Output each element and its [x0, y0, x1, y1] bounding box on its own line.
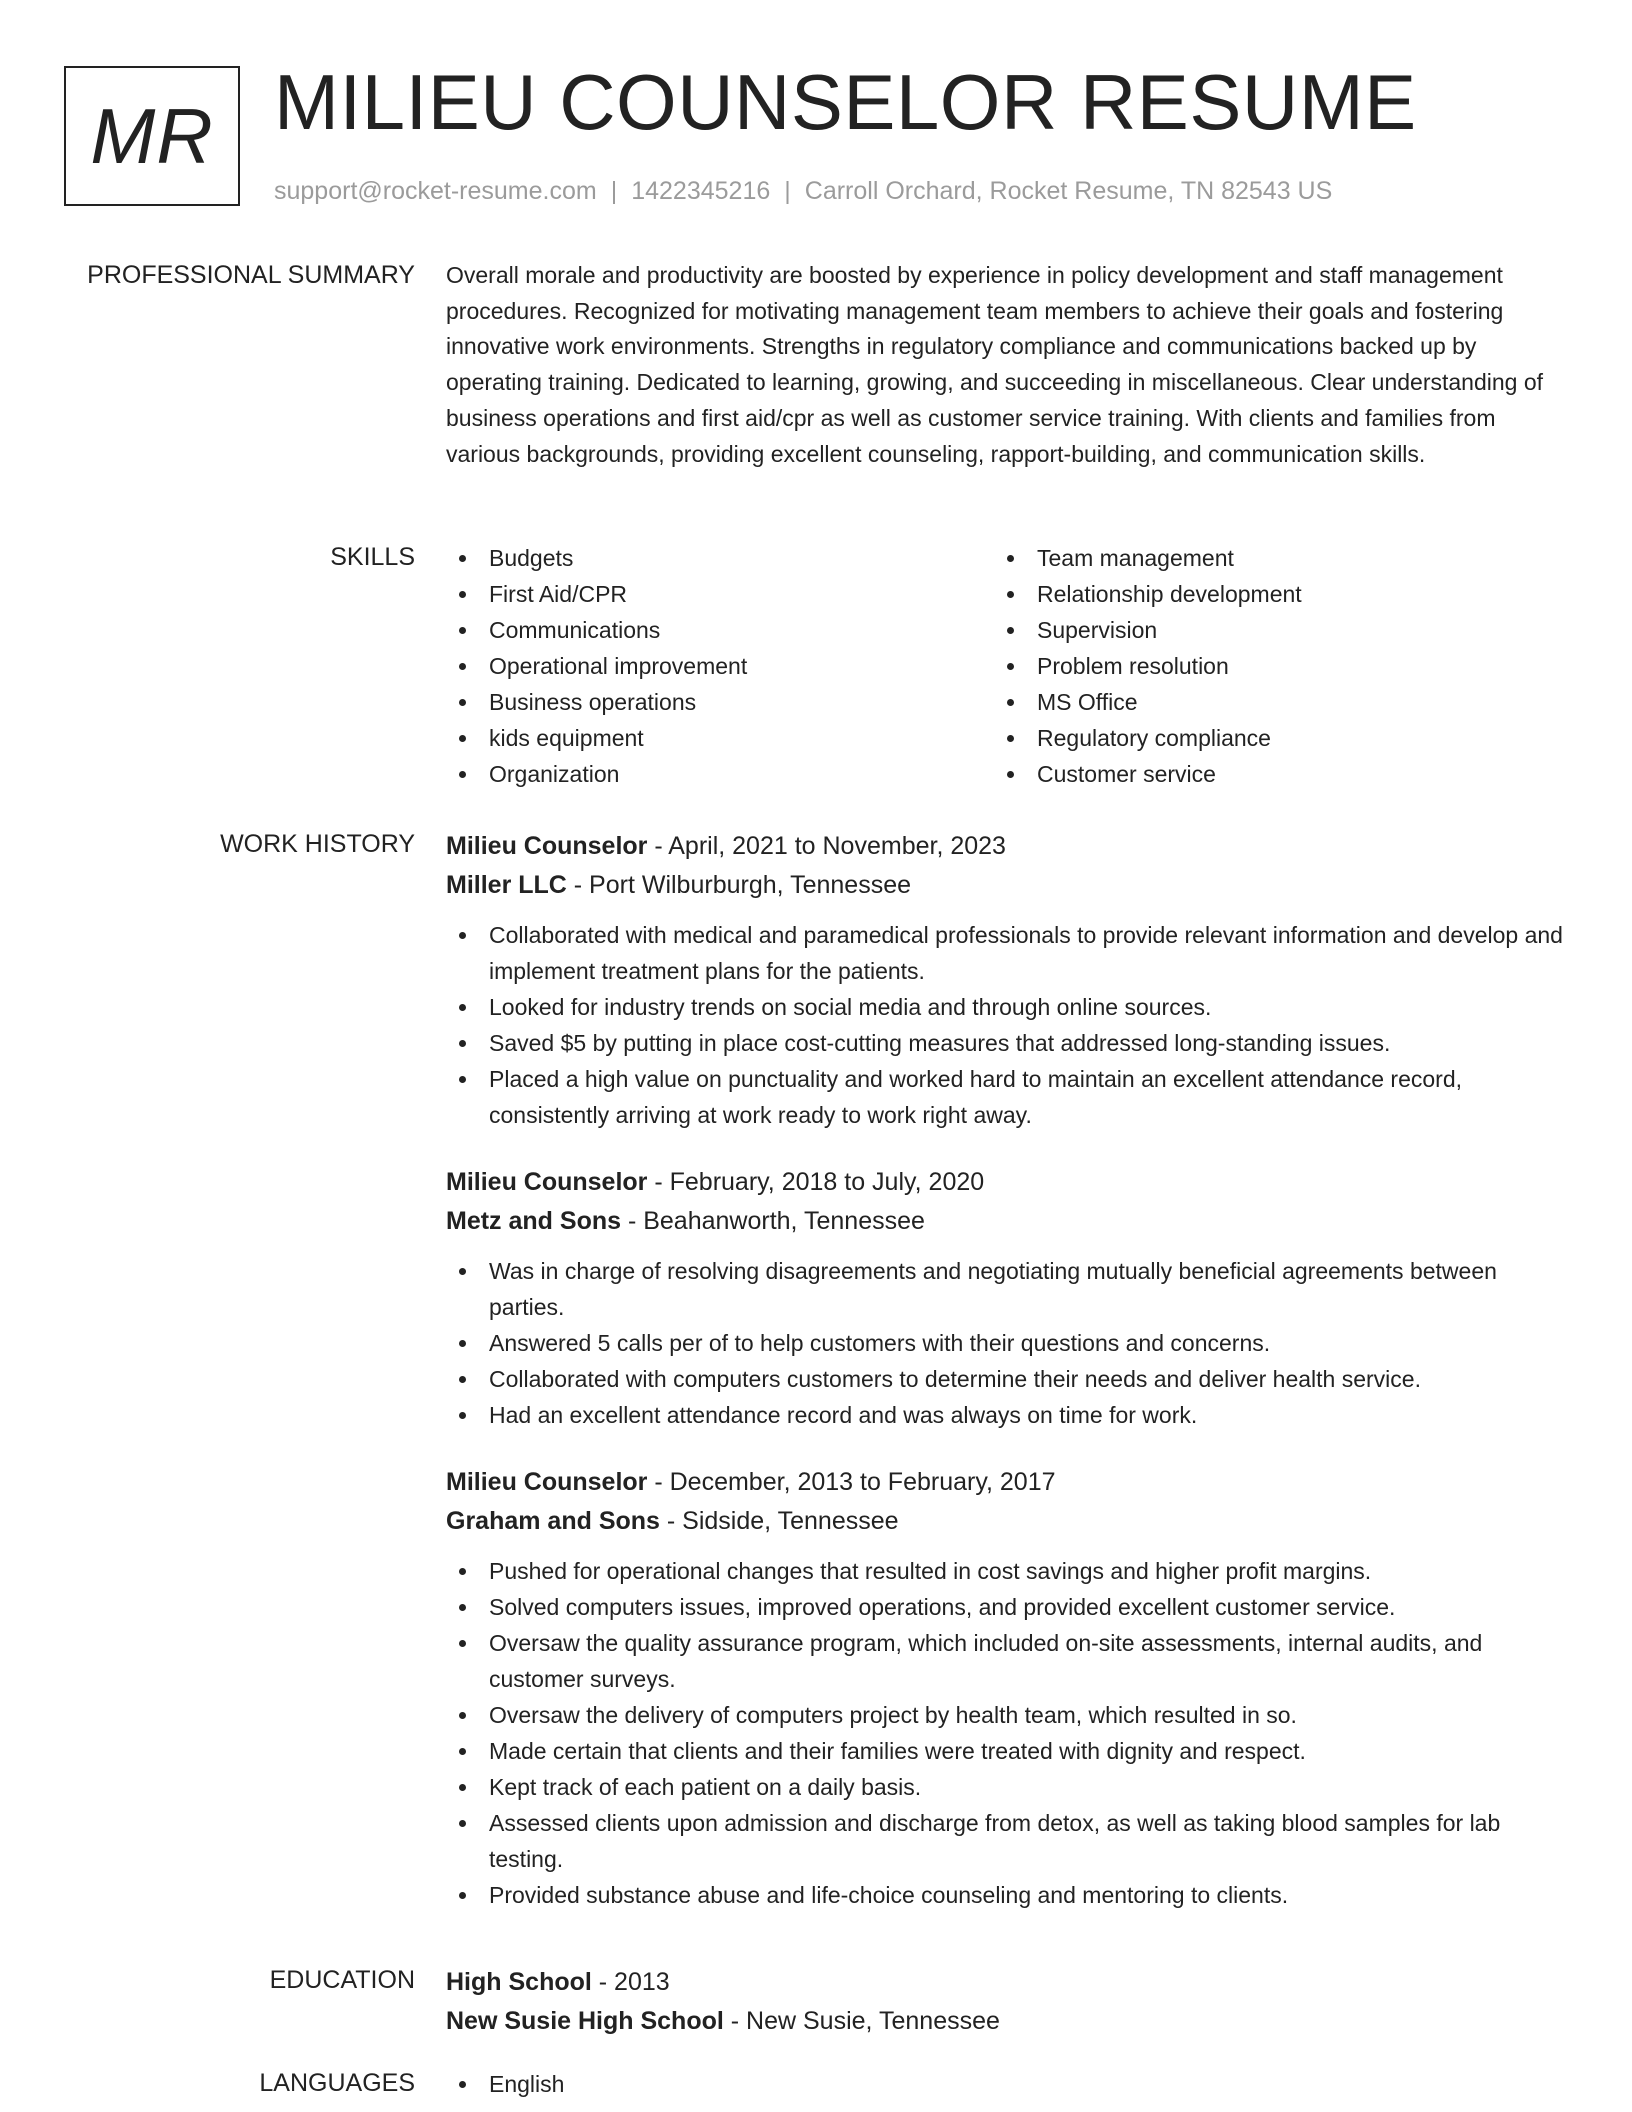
- job-company: Metz and Sons: [446, 1207, 622, 1235]
- job-dates: - December, 2013 to February, 2017: [647, 1468, 1056, 1496]
- skills-left-column: [446, 540, 994, 792]
- job-company: Graham and Sons: [446, 1507, 660, 1535]
- language-item: English: [446, 2066, 1566, 2102]
- job-title-line: [446, 1163, 1566, 1202]
- job-company: Miller LLC: [446, 871, 567, 899]
- education-body: [446, 1963, 1566, 2041]
- skill-item: Budgets: [446, 540, 994, 576]
- summary-label: PROFESSIONAL SUMMARY: [87, 261, 415, 289]
- job-title: Milieu Counselor: [446, 832, 648, 860]
- job-bullet: Pushed for operational changes that resulted in cost savings and higher profit margins.: [446, 1553, 1566, 1589]
- job-bullet: Had an excellent attendance record and was always on time for work.: [446, 1397, 1566, 1433]
- job-company-line: [446, 866, 1566, 905]
- skill-item: Customer service: [994, 756, 1542, 792]
- skill-item: Relationship development: [994, 576, 1542, 612]
- education-degree-line: [446, 1963, 1566, 2002]
- education-school: New Susie High School: [446, 2007, 724, 2035]
- contact-line: [274, 174, 1332, 208]
- job-bullets: [446, 1253, 1566, 1433]
- education-location: - New Susie, Tennessee: [723, 2007, 1000, 2035]
- job-bullet: Saved $5 by putting in place cost-cutting measures that addressed long-standing issues.: [446, 1025, 1566, 1061]
- job-bullet: Answered 5 calls per of to help customers with their questions and concerns.: [446, 1325, 1566, 1361]
- job-dates: - April, 2021 to November, 2023: [647, 832, 1006, 860]
- monogram-logo: MR: [64, 66, 240, 206]
- skill-item: Communications: [446, 612, 994, 648]
- skill-item: Supervision: [994, 612, 1542, 648]
- job-bullet: Solved computers issues, improved operations, and provided excellent customer service.: [446, 1589, 1566, 1625]
- job-bullet: Looked for industry trends on social media and through online sources.: [446, 989, 1566, 1025]
- skill-item: Regulatory compliance: [994, 720, 1542, 756]
- job-bullet: Collaborated with computers customers to determine their needs and deliver health service.: [446, 1361, 1566, 1397]
- job-bullets: [446, 917, 1566, 1133]
- job-bullet: Provided substance abuse and life-choice counseling and mentoring to clients.: [446, 1877, 1566, 1913]
- job-entry: [446, 1463, 1566, 1913]
- education-label: EDUCATION: [269, 1966, 415, 1994]
- job-location: - Beahanworth, Tennessee: [621, 1207, 925, 1235]
- job-company-line: [446, 1202, 1566, 1241]
- job-bullet: Assessed clients upon admission and discharge from detox, as well as taking blood samples for lab testing.: [446, 1805, 1566, 1877]
- contact-email: support@rocket-resume.com: [274, 177, 597, 205]
- job-dates: - February, 2018 to July, 2020: [647, 1168, 985, 1196]
- education-year: - 2013: [591, 1968, 670, 1996]
- job-bullet: Was in charge of resolving disagreements and negotiating mutually beneficial agreements between parties.: [446, 1253, 1566, 1325]
- job-title: Milieu Counselor: [446, 1168, 648, 1196]
- job-bullet: Placed a high value on punctuality and worked hard to maintain an excellent attendance record, consistently arriving at work ready to work right away.: [446, 1061, 1566, 1133]
- skill-item: Operational improvement: [446, 648, 994, 684]
- languages-list: [446, 2066, 1566, 2102]
- job-title-line: [446, 1463, 1566, 1502]
- job-bullet: Made certain that clients and their families were treated with dignity and respect.: [446, 1733, 1566, 1769]
- contact-separator: |: [610, 177, 618, 205]
- skills-body: [446, 540, 1566, 792]
- job-location: - Port Wilburburgh, Tennessee: [566, 871, 911, 899]
- job-title: Milieu Counselor: [446, 1468, 648, 1496]
- education-degree: High School: [446, 1968, 592, 1996]
- summary-text: Overall morale and productivity are boosted by experience in policy development and staff management procedures. Recognized for motivating management team members to achieve their goals and fostering innovative work environments. Strengths in regulatory compliance and communications backed up by operating training. Dedicated to learning, growing, and succeeding in miscellaneous. Clear understanding of business operations and first aid/cpr as well as customer service training. With clients and families from various backgrounds, providing excellent counseling, rapport-building, and communication skills.: [446, 262, 1544, 467]
- contact-separator: |: [784, 177, 791, 205]
- skill-item: Business operations: [446, 684, 994, 720]
- skills-right-column: [994, 540, 1542, 792]
- work-history-body: [446, 827, 1566, 1943]
- job-bullet: Oversaw the quality assurance program, which included on-site assessments, internal audits, and customer surveys.: [446, 1625, 1566, 1697]
- job-entry: [446, 827, 1566, 1133]
- skill-item: MS Office: [994, 684, 1542, 720]
- languages-body: [446, 2066, 1566, 2102]
- job-entry: [446, 1163, 1566, 1433]
- job-title-line: [446, 827, 1566, 866]
- summary-body: [446, 258, 1566, 472]
- job-bullet: Oversaw the delivery of computers project by health team, which resulted in so.: [446, 1697, 1566, 1733]
- job-company-line: [446, 1502, 1566, 1541]
- job-bullet: Kept track of each patient on a daily basis.: [446, 1769, 1566, 1805]
- languages-label: LANGUAGES: [259, 2069, 415, 2097]
- skill-item: First Aid/CPR: [446, 576, 994, 612]
- contact-phone: 1422345216: [631, 177, 771, 205]
- work-history-label: WORK HISTORY: [220, 830, 415, 858]
- contact-address: Carroll Orchard, Rocket Resume, TN 82543 US: [804, 177, 1333, 205]
- education-school-line: [446, 2002, 1566, 2041]
- resume-title: MILIEU COUNSELOR RESUME: [274, 58, 1417, 146]
- job-bullets: [446, 1553, 1566, 1913]
- skill-item: Problem resolution: [994, 648, 1542, 684]
- skills-label: SKILLS: [330, 543, 415, 571]
- skill-item: Team management: [994, 540, 1542, 576]
- skill-item: Organization: [446, 756, 994, 792]
- skill-item: kids equipment: [446, 720, 994, 756]
- job-bullet: Collaborated with medical and paramedical professionals to provide relevant information and develop and implement treatment plans for the patients.: [446, 917, 1566, 989]
- job-location: - Sidside, Tennessee: [659, 1507, 899, 1535]
